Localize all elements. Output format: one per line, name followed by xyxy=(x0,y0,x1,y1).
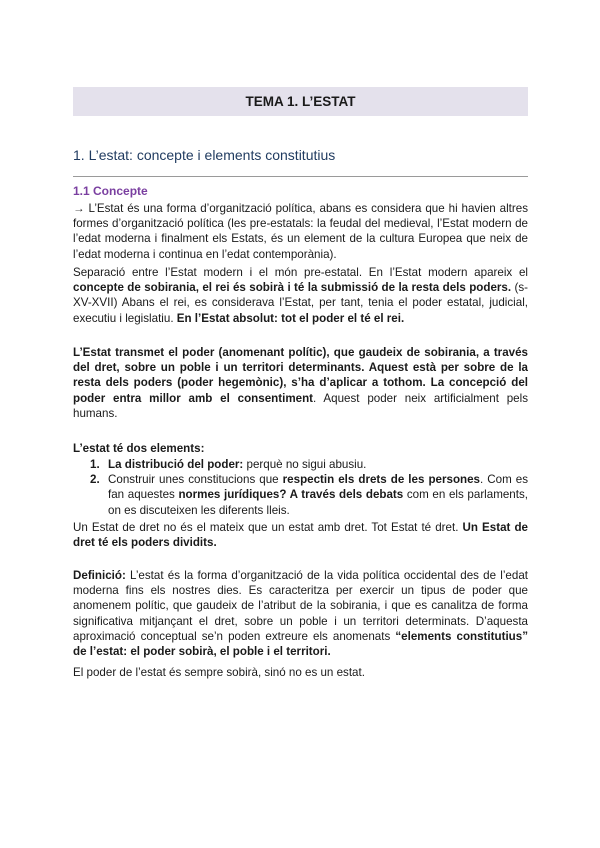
paragraph-intro: → L’Estat és una forma d’organització política, abans es considera que hi havien altres formes d’organització política (les pre-estatals: la feudal del medieval, l’Estat modern de l’edat moderna i finalment els Estats, és un element de la cultura Europea que neix de l’edat moderna i continua en l’edat contemporània). xyxy=(73,202,528,261)
elements-heading: L’estat té dos elements: xyxy=(73,442,205,455)
document-title: TEMA 1. L’ESTAT xyxy=(73,87,528,116)
paragraph-power: L’Estat transmet el poder (anomenant polític), que gaudeix de sobirania, a través del dret, sobre un poble i un territori determinants. Aquest està per sobre de la resta dels poders (poder hegemònic), s’ha d’aplicar a tothom. La concepció del poder entra millor amb el consentiment. Aquest poder neix artificialment pels humans. xyxy=(73,346,528,420)
section-divider xyxy=(73,176,528,177)
list-item: 2. Construir unes constitucions que respectin els drets de les persones. Com es fan aquestes normes jurídiques? A través dels debats com en els parlaments, on es discuteixen les diferents lleis. xyxy=(90,473,529,517)
elements-list xyxy=(73,457,528,518)
list-item: 1. La distribució del poder: perquè no sigui abusiu. xyxy=(90,458,367,471)
arrow-icon: → xyxy=(73,202,85,215)
subsection-heading: 1.1 Concepte xyxy=(73,184,148,198)
paragraph-rule-of-law: Un Estat de dret no és el mateix que un estat amb dret. Tot Estat té dret. Un Estat de dret té els poders dividits. xyxy=(73,521,528,550)
paragraph-sovereignty: El poder de l’estat és sempre sobirà, sinó no es un estat. xyxy=(73,666,365,679)
section-heading: 1. L’estat: concepte i elements constitutius xyxy=(73,147,336,163)
paragraph-definition: Definició: L’estat és la forma d’organització de la vida política occidental des de l’edat moderna fins els nostres dies. Es caracteritza per exercir un tipus de poder que anomenem polític, que gaudeix de l’atribut de la sobirania, i que es canalitza de forma significativa mitjançant el dret, sobre un poble i un territori determinats. D’aquesta aproximació conceptual se’n poden extreure els anomenats “elements constitutius” de l’estat: el poder sobirà, el poble i el territori. xyxy=(73,569,528,659)
paragraph-modern-state: Separació entre l’Estat modern i el món pre-estatal. En l’Estat modern apareix el concepte de sobirania, el rei és sobirà i té la submissió de la resta dels poders. (s-XV-XVII) Abans el rei, es considerava l’Estat, per tant, tenia el poder estatal, judicial, executiu i legislatiu. En l’Estat absolut: tot el poder el té el rei. xyxy=(73,266,529,325)
